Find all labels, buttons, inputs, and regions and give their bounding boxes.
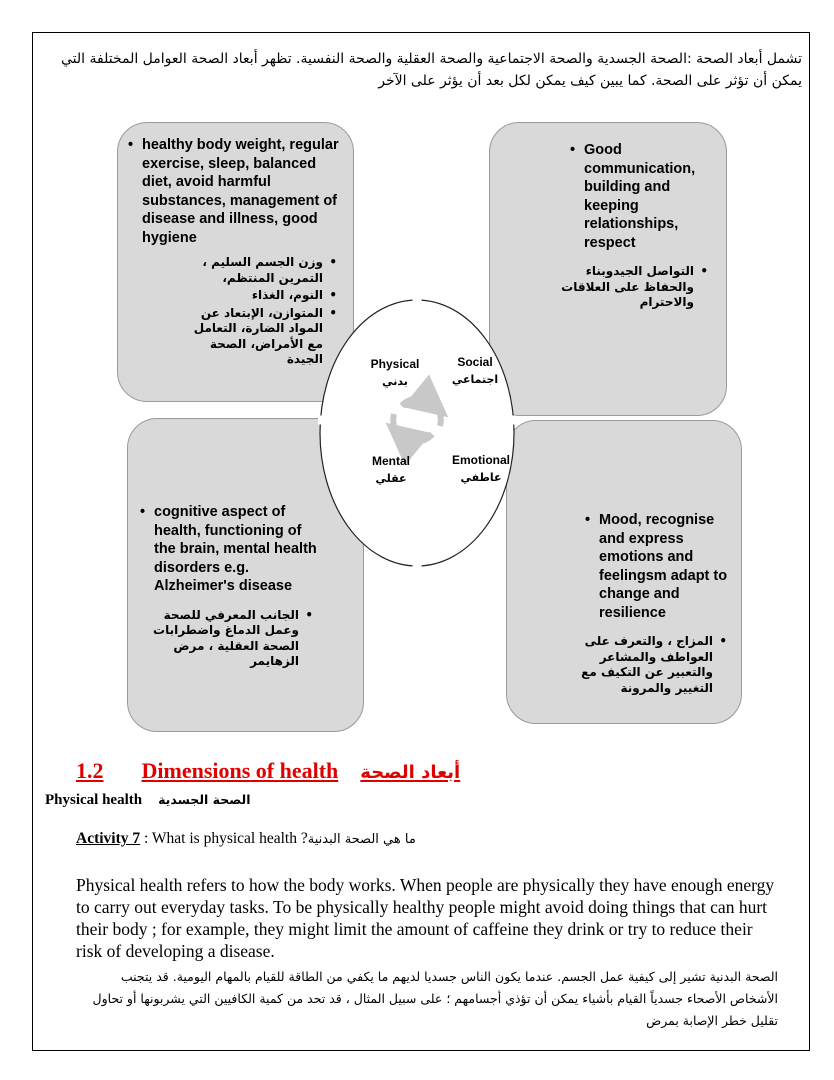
quadrant-social-en: Social — [457, 355, 493, 369]
activity-question-ar: ما هي الصحة البدنية — [307, 832, 416, 847]
quadrant-physical-ar: بدني — [382, 375, 408, 388]
quadrant-mental-ar: عقلي — [375, 472, 407, 485]
quadrant-mental — [356, 452, 426, 488]
section-heading — [76, 758, 460, 784]
mental-ar-item: • الجانب المعرفي للصحة وعمل الدماغ واضطرابات الصحة العقلية ، مرض الزهايمر — [140, 608, 313, 670]
central-cycle-circle — [318, 298, 516, 568]
activity-label: Activity 7 — [76, 830, 141, 847]
emotional-en-item: • Mood, recognise and express emotions and feelingsm adapt to change and resilience — [585, 511, 731, 622]
quadrant-social-ar: اجتماعي — [451, 373, 499, 386]
emotional-ar-list — [577, 634, 727, 696]
paragraph-en: Physical health refers to how the body works. When people are physically they have enough energy to carry out everyday tasks. To be physically healthy people might avoid doing things that can hurt their body ; for example, they might limit the amount of caffeine they drink or try to reduce their risk of developing a disease. — [76, 875, 775, 961]
mental-ar-list — [140, 608, 313, 670]
section-number: 1.2 — [76, 758, 104, 783]
section-title-ar: أبعاد الصحة — [360, 762, 461, 783]
subheading — [45, 792, 251, 809]
physical-en-list — [128, 136, 343, 247]
section-title-en: Dimensions of health — [141, 758, 339, 783]
quadrant-mental-en: Mental — [371, 454, 410, 468]
emotional-ar-item: • المزاج ، والتعرف على العواطف والمشاعر والتعبير عن التكيف مع التغيير والمرونة — [577, 634, 727, 696]
physical-en-item: • healthy body weight, regular exercise, sleep, balanced diet, avoid harmful substances, management of disease and illness, good hygiene — [128, 136, 343, 247]
intro-text: تشمل أبعاد الصحة :الصحة الجسدية والصحة الاجتماعية والصحة العقلية والصحة النفسية. تظهر أبعاد الصحة العوامل المختلفة التي يمكن أن تؤثر على الصحة. كما يبين كيف يمكن لكل بعد أن يؤثر على الآخر — [61, 51, 802, 89]
quadrant-physical — [360, 355, 430, 391]
social-ar-list — [560, 264, 708, 311]
emotional-box — [506, 420, 742, 724]
subheading-ar: الصحة الجسدية — [158, 792, 251, 807]
quadrant-social — [440, 353, 510, 389]
social-ar-item: • التواصل الجيدوبناء والحفاظ على العلاقات والاحترام — [560, 264, 708, 311]
activity-question: : What is physical health ? — [140, 830, 308, 847]
physical-ar-list — [178, 255, 337, 368]
emotional-en-list — [585, 511, 731, 622]
mental-en-item: • cognitive aspect of health, functioning of the brain, mental health disorders e.g. Alzheimer's disease — [140, 503, 323, 596]
physical-ar-item: • النوم، الغذاء — [178, 288, 337, 304]
subheading-en: Physical health — [45, 792, 143, 808]
quadrant-emotional — [443, 451, 519, 487]
quadrant-emotional-ar: عاطفي — [460, 471, 502, 484]
physical-ar-item: • المتوازن، الإبتعاد عن المواد الضارة، التعامل مع الأمراض، الصحة الجيدة — [178, 306, 337, 368]
social-en-list — [570, 141, 696, 252]
social-box — [489, 122, 727, 416]
paragraph-ar: الصحة البدنية تشير إلى كيفية عمل الجسم. عندما يكون الناس جسديا لديهم ما يكفي من الطاقة للقيام بالمهام اليومية. قد يتجنب الأشخاص الأصحاء جسدياً القيام بأشياء يمكن أن تؤذي أجسامهم ؛ على سبيل المثال ، قد تحد من كمية الكافيين التي يشربونها أو تحاول تقليل خطر الإصابة بمرض — [92, 969, 778, 1028]
mental-en-list — [140, 503, 323, 596]
quadrant-physical-en: Physical — [370, 357, 420, 371]
physical-ar-item: • وزن الجسم السليم ، التمرين المنتظم، — [178, 255, 337, 286]
social-en-item: • Good communication, building and keeping relationships, respect — [570, 141, 676, 252]
activity-line — [76, 830, 416, 848]
quadrant-emotional-en: Emotional — [451, 453, 510, 467]
